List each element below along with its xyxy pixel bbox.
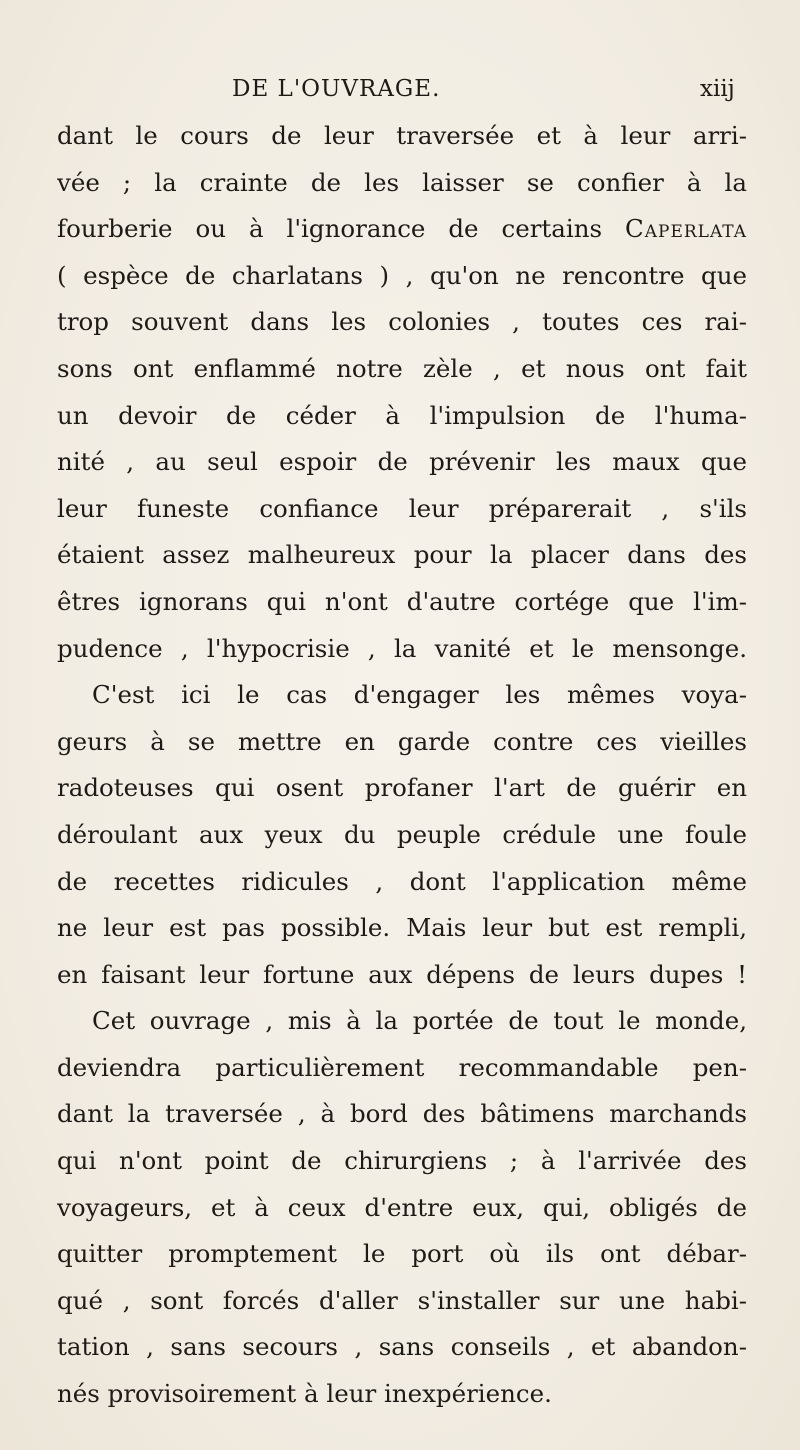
text-line: qui n'ont point de chirurgiens ; à l'arrivée des <box>57 1146 747 1176</box>
text-line: nité , au seul espoir de prévenir les maux que <box>57 447 747 477</box>
text-line: trop souvent dans les colonies , toutes ces rai- <box>57 307 747 337</box>
text-line: vée ; la crainte de les laisser se confier à la <box>57 167 747 197</box>
text-line <box>57 206 747 253</box>
body-text <box>57 113 747 1418</box>
text-line: déroulant aux yeux du peuple crédule une foule <box>57 819 747 849</box>
text-line: dant le cours de leur traversée et à leur arri- <box>57 121 747 150</box>
running-head: DE L'OUVRAGE. <box>232 76 441 102</box>
text-line: étaient assez malheureux pour la placer dans des <box>57 540 747 570</box>
text-line: geurs à se mettre en garde contre ces vieilles <box>57 726 747 756</box>
paragraph-start-line: C'est ici le cas d'engager les mêmes voya- <box>92 680 747 710</box>
text-line: un devoir de céder à l'impulsion de l'huma- <box>57 400 747 430</box>
text-line: deviendra particulièrement recommandable pen- <box>57 1052 747 1082</box>
text-line: pudence , l'hypocrisie , la vanité et le mensonge. <box>57 633 747 663</box>
text-line: qué , sont forcés d'aller s'installer sur une habi- <box>57 1285 747 1315</box>
page-number: xiij <box>700 76 735 102</box>
text-line: tation , sans secours , sans conseils , et abandon- <box>57 1332 747 1362</box>
text-line: ( espèce de charlatans ) , qu'on ne rencontre que <box>57 260 747 290</box>
text-line: en faisant leur fortune aux dépens de leurs dupes ! <box>57 959 747 989</box>
text-line-segment: fourberie ou à l'ignorance de certains <box>57 214 625 244</box>
text-line: quitter promptement le port où ils ont débar- <box>57 1239 747 1269</box>
text-line: ne leur est pas possible. Mais leur but est rempli, <box>57 913 747 943</box>
small-caps-term: Caperlata <box>625 214 747 244</box>
text-line: sons ont enflammé notre zèle , et nous ont fait <box>57 353 747 383</box>
text-line: êtres ignorans qui n'ont d'autre cortége que l'im- <box>57 586 747 616</box>
text-line: dant la traversée , à bord des bâtimens marchands <box>57 1099 747 1129</box>
text-line: leur funeste confiance leur préparerait , s'ils <box>57 493 747 523</box>
text-line: voyageurs, et à ceux d'entre eux, qui, obligés de <box>57 1192 747 1222</box>
text-line: radoteuses qui osent profaner l'art de guérir en <box>57 773 747 803</box>
page-header <box>0 76 800 116</box>
text-line: de recettes ridicules , dont l'application même <box>57 866 747 896</box>
paragraph-start-line: Cet ouvrage , mis à la portée de tout le monde, <box>92 1006 747 1036</box>
paragraph-end-line: nés provisoirement à leur inexpérience. <box>57 1379 552 1409</box>
